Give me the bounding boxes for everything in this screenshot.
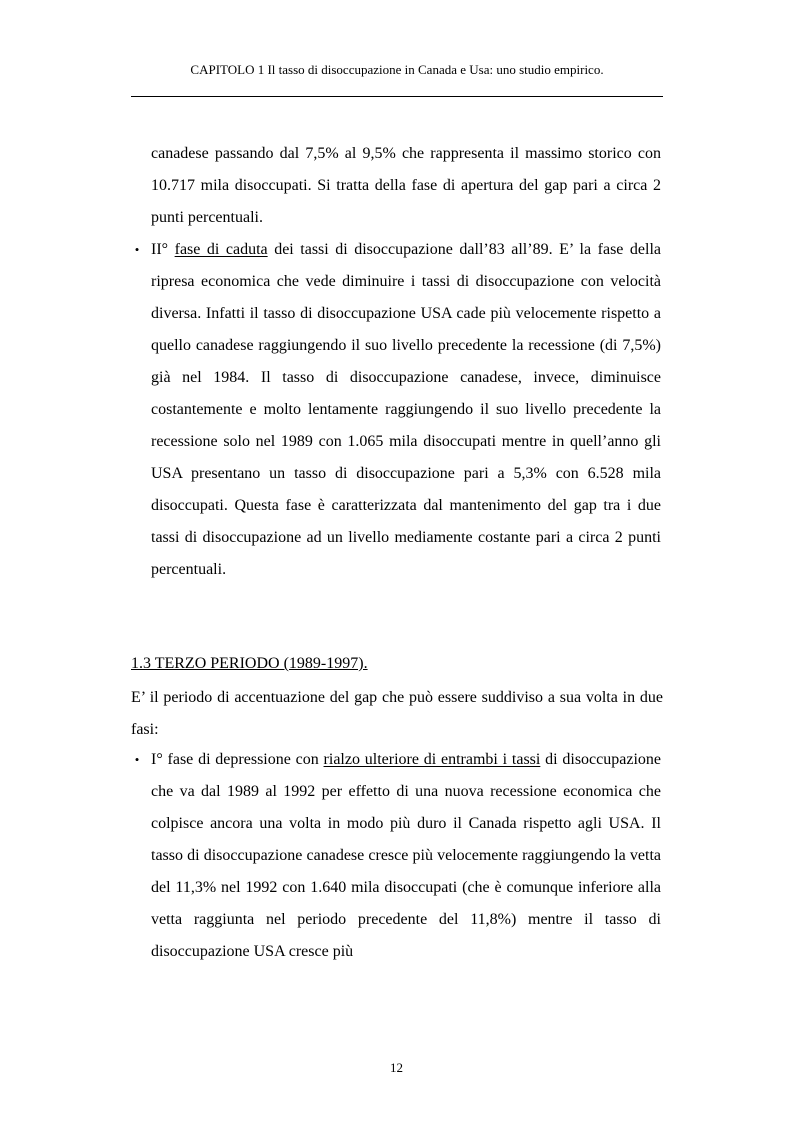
header-rule [131, 96, 663, 97]
bullet-item-fase-di-caduta [134, 234, 662, 586]
underlined-phrase: rialzo ulteriore di entrambi i tassi [323, 751, 541, 768]
bullet-text: dei tassi di disoccupazione dall’83 all’89. E’ la fase della ripresa economica che vede diminuire i tassi di disoccupazione con velocità diversa. Infatti il tasso di disoccupazione USA cade più velocemente rispetto a quello canadese raggiungendo il suo livello precedente la recessione (di 7,5%) già nel 1984. Il tasso di disoccupazione canadese, invece, diminuisce costantemente e molto lentamente raggiungendo il suo livello precedente la recessione solo nel 1989 con 1.065 mila disoccupati mentre in quell’anno gli USA presentano un tasso di disoccupazione pari a 5,3% con 6.528 mila disoccupati. Questa fase è caratterizzata dal mantenimento del gap tra i due tassi di disoccupazione ad un livello mediamente costante pari a circa 2 punti percentuali. [151, 241, 662, 578]
bullet-lead: II° [151, 241, 169, 258]
bullet-lead: I° fase di depressione con [151, 751, 319, 768]
page-number: 12 [390, 1060, 403, 1075]
bullet-icon: • [134, 752, 140, 767]
section-intro-paragraph: E’ il periodo di accentuazione del gap che può essere suddiviso a sua volta in due fasi: [131, 689, 663, 738]
bullet-icon: • [134, 242, 140, 257]
underlined-phrase: fase di caduta [174, 241, 268, 258]
section-heading: 1.3 TERZO PERIODO (1989-1997). [131, 655, 368, 672]
running-header: CAPITOLO 1 Il tasso di disoccupazione in Canada e Usa: uno studio empirico. [190, 62, 604, 77]
bullet-text: di disoccupazione che va dal 1989 al 1992 per effetto di una nuova recessione economica che colpisce ancora una volta in modo più duro il Canada rispetto agli USA. Il tasso di disoccupazione canadese cresce più velocemente raggiungendo la vetta del 11,3% nel 1992 con 1.640 mila disoccupati (che è comunque inferiore alla vetta raggiunta nel periodo precedente del 11,8%) mentre il tasso di disoccupazione USA cresce più [151, 751, 662, 960]
bullet-item-fase-di-depressione [134, 744, 662, 968]
continuation-paragraph: canadese passando dal 7,5% al 9,5% che rappresenta il massimo storico con 10.717 mila disoccupati. Si tratta della fase di apertura del gap pari a circa 2 punti percentuali. [151, 145, 661, 226]
